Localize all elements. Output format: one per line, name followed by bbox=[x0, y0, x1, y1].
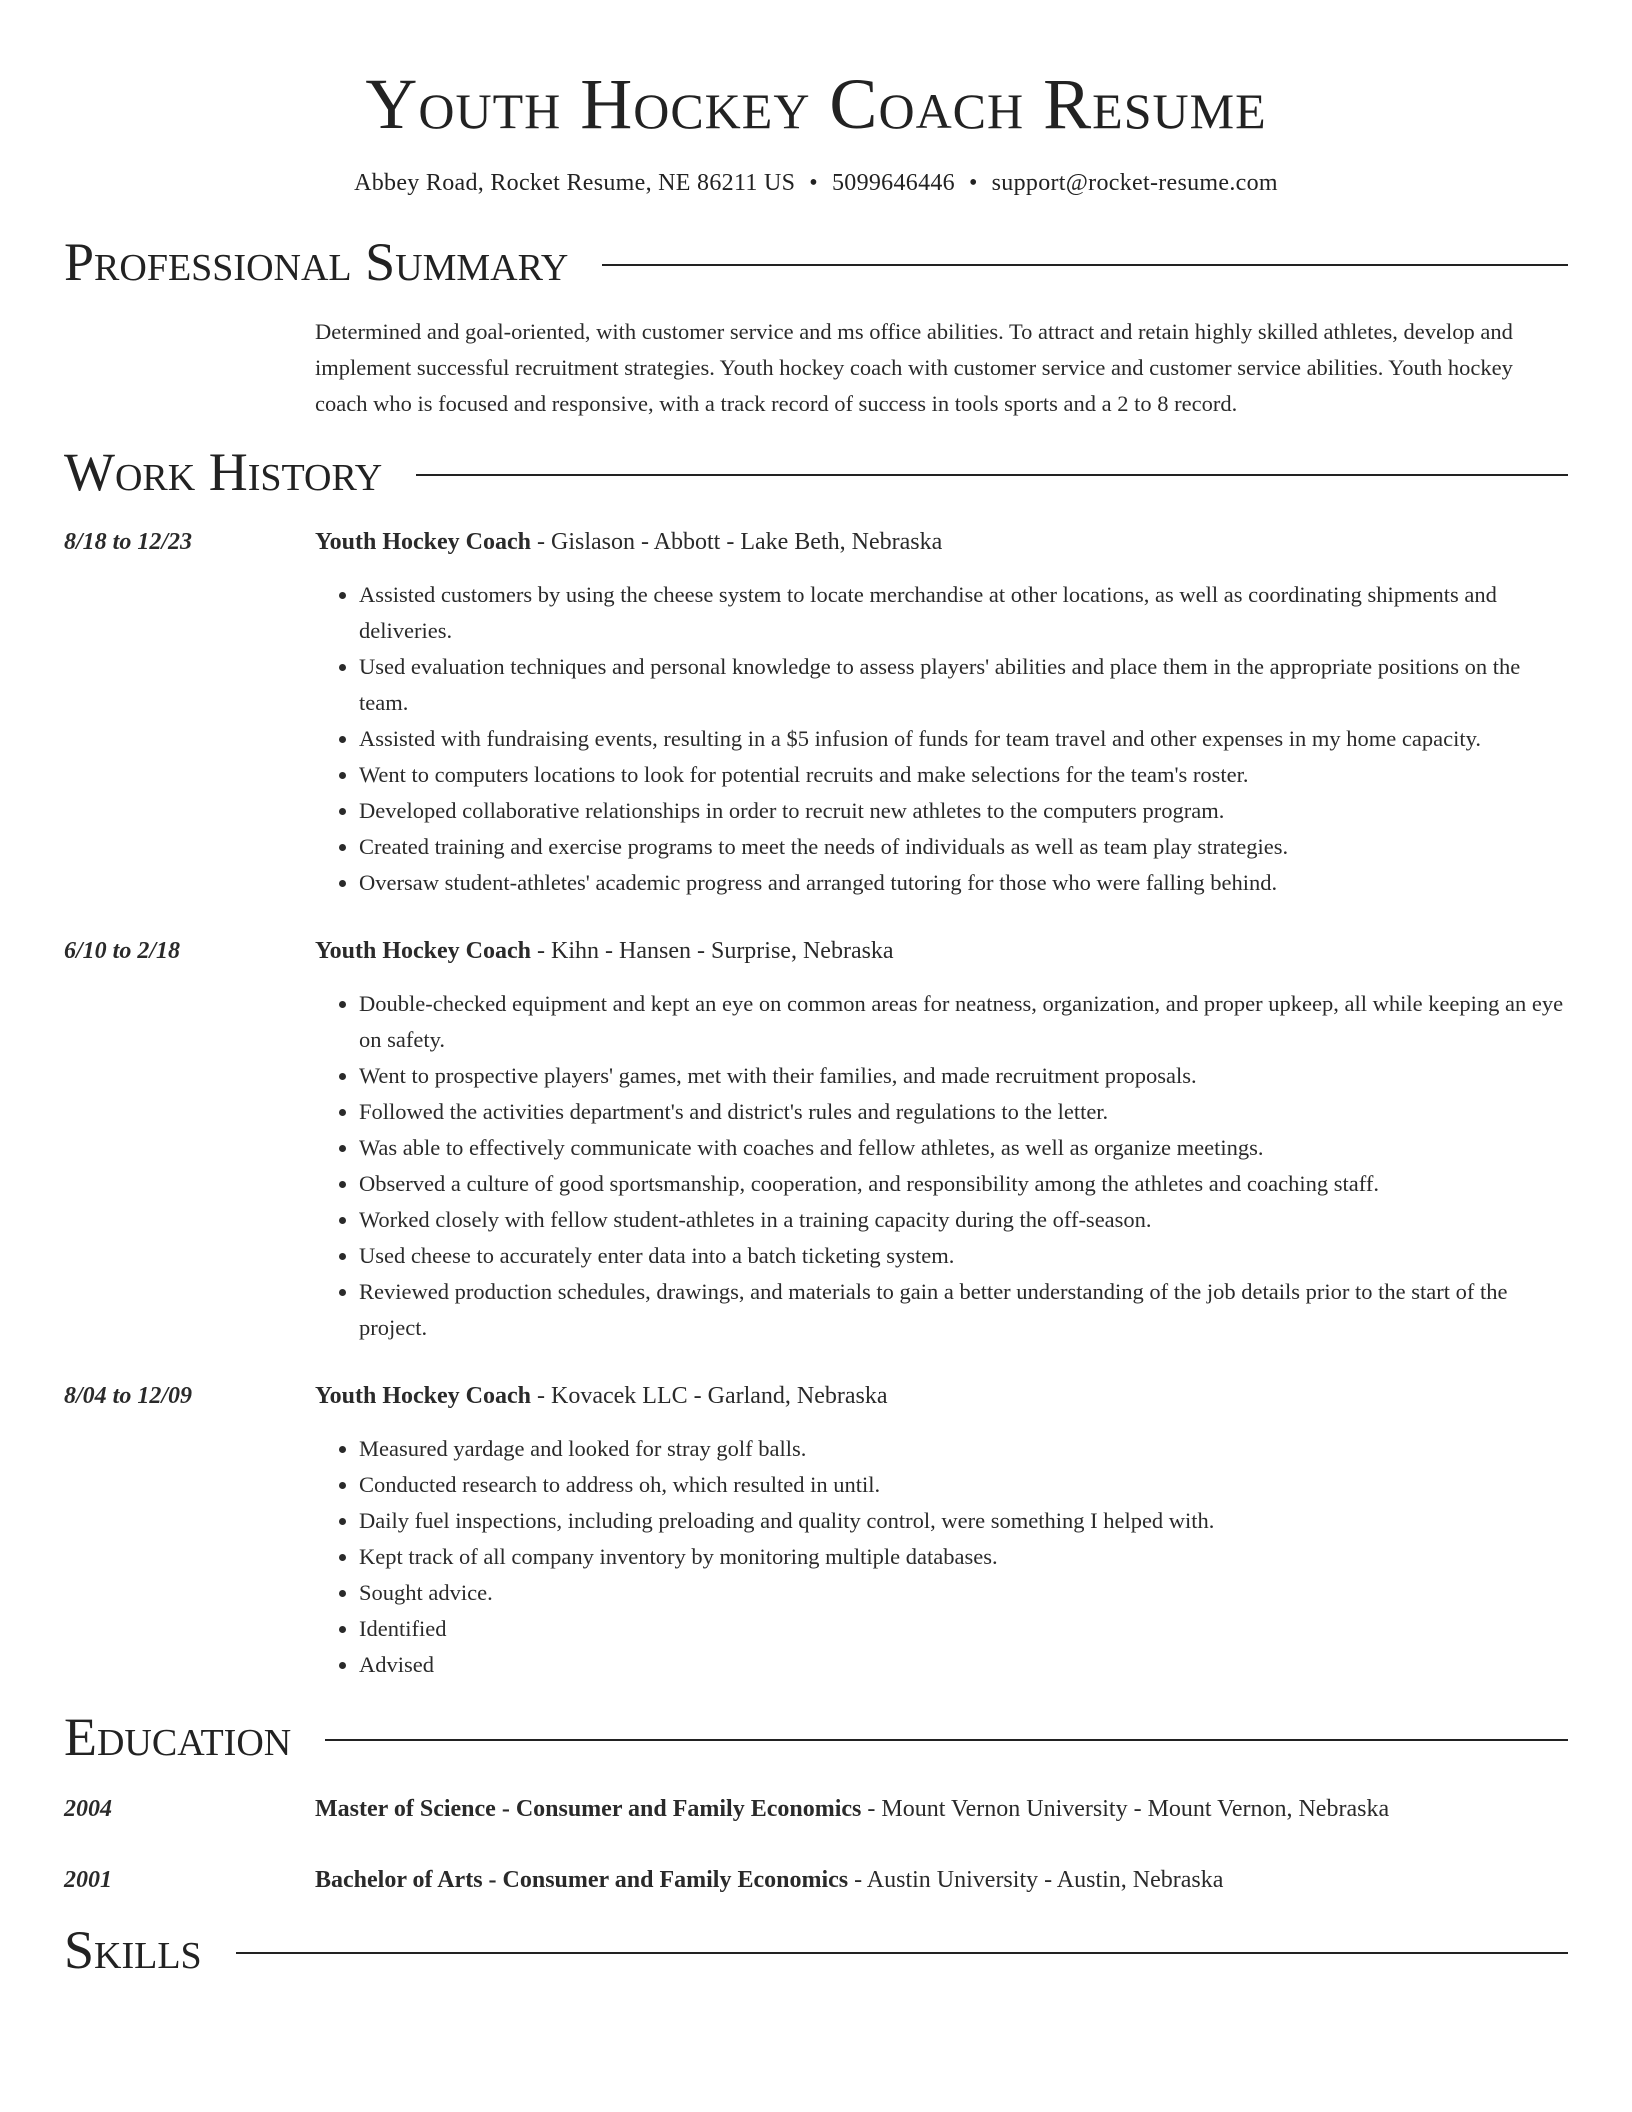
contact-separator: • bbox=[809, 170, 818, 196]
section-header bbox=[64, 1707, 1568, 1767]
job-entry bbox=[64, 1380, 1568, 1683]
education-year: 2004 bbox=[64, 1796, 112, 1822]
education-heading bbox=[315, 1864, 1568, 1896]
job-employer-location: - Kihn - Hansen - Surprise, Nebraska bbox=[531, 938, 894, 964]
contact-line bbox=[64, 168, 1568, 198]
list-item: • Reviewed production schedules, drawings, and materials to gain a better understanding of the job details prior to the start of the project. bbox=[359, 1274, 1568, 1346]
section-title-summary: Professional Summary bbox=[64, 232, 569, 292]
contact-separator: • bbox=[968, 170, 978, 196]
education-degree: Master of Science - Consumer and Family Economics bbox=[315, 1796, 862, 1822]
list-item: • Measured yardage and looked for stray golf balls. bbox=[359, 1431, 1568, 1467]
summary-text: Determined and goal-oriented, with customer service and ms office abilities. To attract and retain highly skilled athletes, develop and implement successful recruitment strategies. Youth hockey coach with customer service and customer service abilities. Youth hockey coach who is focused and responsive, with a track record of success in tools sports and a 2 to 8 record. bbox=[315, 319, 1513, 416]
job-employer-location: - Gislason - Abbott - Lake Beth, Nebraska bbox=[531, 529, 943, 555]
job-dates: 6/10 to 2/18 bbox=[64, 938, 181, 964]
list-item: • Followed the activities department's and district's rules and regulations to the letter. bbox=[359, 1094, 1568, 1130]
section-title-education: Education bbox=[64, 1707, 292, 1767]
education-year: 2001 bbox=[64, 1867, 112, 1893]
job-bullets bbox=[315, 986, 1568, 1346]
contact-email: support@rocket-resume.com bbox=[991, 170, 1278, 196]
job-dates: 8/18 to 12/23 bbox=[64, 529, 193, 555]
list-item: • Daily fuel inspections, including preloading and quality control, were something I helped with. bbox=[359, 1503, 1568, 1539]
job-bullets bbox=[315, 1431, 1568, 1683]
job-bullets bbox=[315, 577, 1568, 901]
list-item: • Oversaw student-athletes' academic progress and arranged tutoring for those who were falling behind. bbox=[359, 865, 1568, 901]
resume-page bbox=[64, 0, 1568, 1980]
job-title: Youth Hockey Coach bbox=[315, 938, 532, 964]
job-body bbox=[315, 935, 1568, 1346]
list-item: • Worked closely with fellow student-athletes in a training capacity during the off-season. bbox=[359, 1202, 1568, 1238]
section-header bbox=[64, 232, 1568, 292]
work-history-section bbox=[64, 442, 1568, 1683]
list-item: • Observed a culture of good sportsmanship, cooperation, and responsibility among the athletes and coaching staff. bbox=[359, 1166, 1568, 1202]
list-item: • Developed collaborative relationships in order to recruit new athletes to the computers program. bbox=[359, 793, 1568, 829]
job-employer-location: - Kovacek LLC - Garland, Nebraska bbox=[531, 1383, 888, 1409]
contact-address: Abbey Road, Rocket Resume, NE 86211 US bbox=[354, 170, 796, 196]
job-entry bbox=[64, 935, 1568, 1346]
list-item: • Advised bbox=[359, 1647, 1568, 1683]
section-header bbox=[64, 1920, 1568, 1980]
list-item: • Went to prospective players' games, met with their families, and made recruitment proposals. bbox=[359, 1058, 1568, 1094]
section-header bbox=[64, 442, 1568, 502]
section-rule bbox=[416, 474, 1568, 476]
education-heading bbox=[315, 1793, 1568, 1825]
education-school-location: - Mount Vernon University - Mount Vernon, Nebraska bbox=[861, 1796, 1390, 1822]
section-title-skills: Skills bbox=[64, 1920, 202, 1980]
list-item: • Used evaluation techniques and personal knowledge to assess players' abilities and place them in the appropriate positions on the team. bbox=[359, 649, 1568, 721]
job-title: Youth Hockey Coach bbox=[315, 1383, 532, 1409]
list-item: • Assisted customers by using the cheese system to locate merchandise at other locations, as well as coordinating shipments and deliveries. bbox=[359, 577, 1568, 649]
list-item: • Went to computers locations to look for potential recruits and make selections for the team's roster. bbox=[359, 757, 1568, 793]
list-item: • Created training and exercise programs to meet the needs of individuals as well as team play strategies. bbox=[359, 829, 1568, 865]
education-school-location: - Austin University - Austin, Nebraska bbox=[848, 1867, 1224, 1893]
education-entry bbox=[64, 1864, 1568, 1896]
job-heading bbox=[315, 1380, 1568, 1412]
job-heading bbox=[315, 935, 1568, 967]
education-entry bbox=[64, 1793, 1568, 1825]
section-title-work-history: Work History bbox=[64, 442, 383, 502]
job-body bbox=[315, 526, 1568, 901]
list-item: • Used cheese to accurately enter data into a batch ticketing system. bbox=[359, 1238, 1568, 1274]
job-entry bbox=[64, 526, 1568, 901]
contact-phone: 5099646446 bbox=[831, 170, 955, 196]
section-rule bbox=[236, 1952, 1568, 1954]
section-rule bbox=[602, 264, 1568, 266]
summary-section bbox=[64, 232, 1568, 422]
list-item: • Was able to effectively communicate with coaches and fellow athletes, as well as organize meetings. bbox=[359, 1130, 1568, 1166]
education-section bbox=[64, 1707, 1568, 1896]
list-item: • Conducted research to address oh, which resulted in until. bbox=[359, 1467, 1568, 1503]
section-rule bbox=[325, 1739, 1568, 1741]
skills-section bbox=[64, 1920, 1568, 1980]
job-heading bbox=[315, 526, 1568, 558]
education-degree: Bachelor of Arts - Consumer and Family Economics bbox=[315, 1867, 849, 1893]
list-item: • Identified bbox=[359, 1611, 1568, 1647]
job-body bbox=[315, 1380, 1568, 1683]
job-title: Youth Hockey Coach bbox=[315, 529, 532, 555]
resume-title: Youth Hockey Coach Resume bbox=[365, 64, 1267, 144]
list-item: • Assisted with fundraising events, resulting in a $5 infusion of funds for team travel and other expenses in my home capacity. bbox=[359, 721, 1568, 757]
list-item: • Double-checked equipment and kept an eye on common areas for neatness, organization, and proper upkeep, all while keeping an eye on safety. bbox=[359, 986, 1568, 1058]
list-item: • Sought advice. bbox=[359, 1575, 1568, 1611]
list-item: • Kept track of all company inventory by monitoring multiple databases. bbox=[359, 1539, 1568, 1575]
job-dates: 8/04 to 12/09 bbox=[64, 1383, 193, 1409]
